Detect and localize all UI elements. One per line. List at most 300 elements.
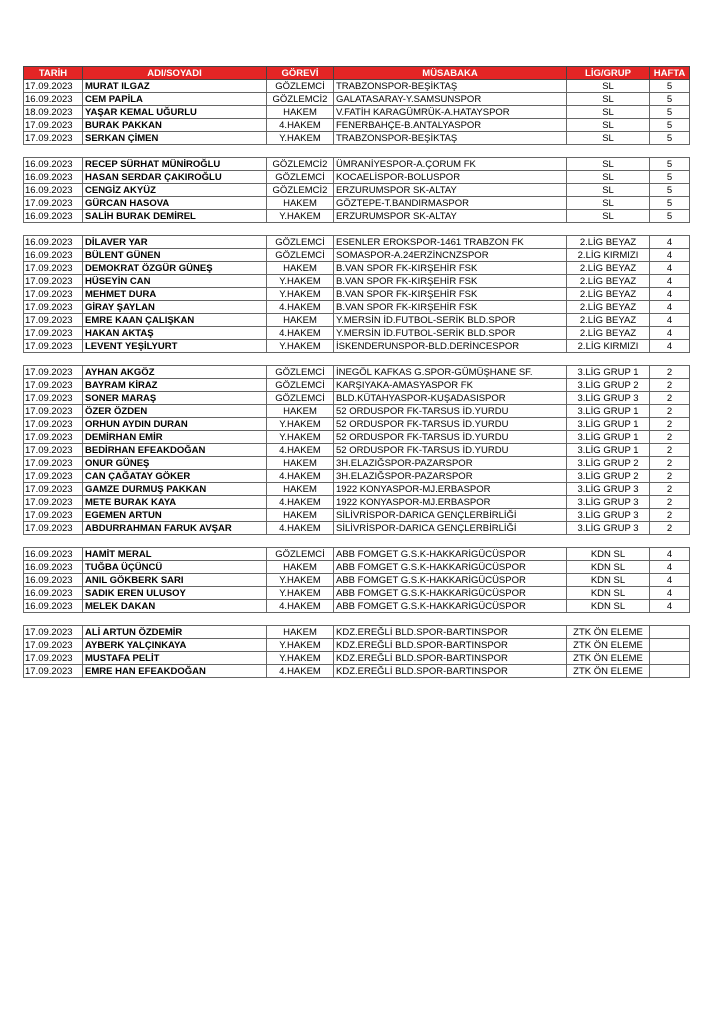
- cell-match: GALATASARAY-Y.SAMSUNSPOR: [334, 93, 567, 106]
- header-name: ADI/SOYADI: [83, 67, 267, 80]
- cell-league: KDN SL: [567, 548, 650, 561]
- table-row: [24, 132, 690, 145]
- table-row: [24, 548, 690, 561]
- cell-match: BLD.KÜTAHYASPOR-KUŞADASISPOR: [334, 392, 567, 405]
- cell-week: [650, 626, 690, 639]
- cell-role: Y.HAKEM: [267, 275, 334, 288]
- cell-name: MURAT ILGAZ: [83, 80, 267, 93]
- cell-league: SL: [567, 93, 650, 106]
- cell-league: ZTK ÖN ELEME: [567, 665, 650, 678]
- cell-match: 52 ORDUSPOR FK-TARSUS İD.YURDU: [334, 431, 567, 444]
- cell-name: ÖZER ÖZDEN: [83, 405, 267, 418]
- cell-role: HAKEM: [267, 561, 334, 574]
- cell-date: 17.09.2023: [24, 639, 83, 652]
- table-row: [24, 366, 690, 379]
- table-row: [24, 314, 690, 327]
- cell-name: SONER MARAŞ: [83, 392, 267, 405]
- cell-role: HAKEM: [267, 483, 334, 496]
- table-row: [24, 457, 690, 470]
- cell-league: 3.LİG GRUP 3: [567, 392, 650, 405]
- cell-match: KDZ.EREĞLİ BLD.SPOR-BARTINSPOR: [334, 626, 567, 639]
- cell-league: SL: [567, 80, 650, 93]
- table-row: [24, 379, 690, 392]
- table-body: [24, 80, 690, 678]
- table-row: [24, 262, 690, 275]
- cell-match: KOCAELİSPOR-BOLUSPOR: [334, 171, 567, 184]
- cell-name: METE BURAK KAYA: [83, 496, 267, 509]
- cell-date: 17.09.2023: [24, 405, 83, 418]
- group-separator: [24, 145, 690, 158]
- cell-name: DEMİRHAN EMİR: [83, 431, 267, 444]
- cell-date: 16.09.2023: [24, 561, 83, 574]
- cell-league: SL: [567, 197, 650, 210]
- cell-week: 4: [650, 340, 690, 353]
- group-separator: [24, 353, 690, 366]
- cell-match: ABB FOMGET G.S.K-HAKKARİGÜCÜSPOR: [334, 587, 567, 600]
- table-row: [24, 158, 690, 171]
- group-separator: [24, 223, 690, 236]
- cell-role: 4.HAKEM: [267, 665, 334, 678]
- table-row: [24, 483, 690, 496]
- cell-name: HAMİT MERAL: [83, 548, 267, 561]
- cell-date: 16.09.2023: [24, 210, 83, 223]
- cell-role: 4.HAKEM: [267, 496, 334, 509]
- cell-name: CEM PAPİLA: [83, 93, 267, 106]
- cell-date: 17.09.2023: [24, 314, 83, 327]
- cell-league: ZTK ÖN ELEME: [567, 639, 650, 652]
- cell-role: 4.HAKEM: [267, 600, 334, 613]
- cell-role: HAKEM: [267, 197, 334, 210]
- cell-date: 17.09.2023: [24, 288, 83, 301]
- cell-name: BAYRAM KİRAZ: [83, 379, 267, 392]
- cell-week: 2: [650, 418, 690, 431]
- cell-role: Y.HAKEM: [267, 574, 334, 587]
- table-row: [24, 509, 690, 522]
- cell-date: 17.09.2023: [24, 509, 83, 522]
- cell-name: AYHAN AKGÖZ: [83, 366, 267, 379]
- cell-week: 2: [650, 457, 690, 470]
- cell-date: 17.09.2023: [24, 340, 83, 353]
- cell-match: SOMASPOR-A.24ERZİNCNZSPOR: [334, 249, 567, 262]
- table-row: [24, 665, 690, 678]
- cell-name: ABDURRAHMAN FARUK AVŞAR: [83, 522, 267, 535]
- cell-league: 2.LİG BEYAZ: [567, 236, 650, 249]
- cell-name: DEMOKRAT ÖZGÜR GÜNEŞ: [83, 262, 267, 275]
- cell-date: 17.09.2023: [24, 132, 83, 145]
- table-row: [24, 301, 690, 314]
- cell-role: HAKEM: [267, 509, 334, 522]
- cell-date: 16.09.2023: [24, 249, 83, 262]
- cell-week: 2: [650, 392, 690, 405]
- cell-week: 2: [650, 405, 690, 418]
- cell-match: 3H.ELAZIĞSPOR-PAZARSPOR: [334, 457, 567, 470]
- cell-week: 5: [650, 132, 690, 145]
- cell-name: ANIL GÖKBERK SARI: [83, 574, 267, 587]
- cell-week: 4: [650, 587, 690, 600]
- cell-week: [650, 665, 690, 678]
- cell-match: ERZURUMSPOR SK-ALTAY: [334, 210, 567, 223]
- cell-week: 4: [650, 262, 690, 275]
- cell-role: HAKEM: [267, 405, 334, 418]
- cell-role: 4.HAKEM: [267, 522, 334, 535]
- cell-role: Y.HAKEM: [267, 652, 334, 665]
- cell-league: 3.LİG GRUP 2: [567, 379, 650, 392]
- cell-week: 2: [650, 444, 690, 457]
- cell-week: 4: [650, 275, 690, 288]
- cell-name: EGEMEN ARTUN: [83, 509, 267, 522]
- cell-date: 16.09.2023: [24, 587, 83, 600]
- cell-league: 2.LİG BEYAZ: [567, 301, 650, 314]
- cell-role: GÖZLEMCİ2: [267, 93, 334, 106]
- cell-match: SİLİVRİSPOR-DARICA GENÇLERBİRLİĞİ: [334, 509, 567, 522]
- cell-league: 3.LİG GRUP 1: [567, 418, 650, 431]
- separator-cell: [24, 145, 690, 158]
- cell-match: 52 ORDUSPOR FK-TARSUS İD.YURDU: [334, 405, 567, 418]
- cell-date: 17.09.2023: [24, 626, 83, 639]
- cell-name: TUĞBA ÜÇÜNCÜ: [83, 561, 267, 574]
- table-row: [24, 275, 690, 288]
- cell-match: KDZ.EREĞLİ BLD.SPOR-BARTINSPOR: [334, 665, 567, 678]
- cell-date: 16.09.2023: [24, 158, 83, 171]
- cell-date: 17.09.2023: [24, 197, 83, 210]
- cell-week: 4: [650, 561, 690, 574]
- table-row: [24, 522, 690, 535]
- cell-league: 2.LİG KIRMIZI: [567, 340, 650, 353]
- cell-match: ESENLER EROKSPOR-1461 TRABZON FK: [334, 236, 567, 249]
- cell-name: ONUR GÜNEŞ: [83, 457, 267, 470]
- cell-name: DİLAVER YAR: [83, 236, 267, 249]
- cell-date: 17.09.2023: [24, 275, 83, 288]
- cell-week: 5: [650, 119, 690, 132]
- table-row: [24, 639, 690, 652]
- cell-league: 3.LİG GRUP 2: [567, 457, 650, 470]
- cell-name: RECEP SÜRHAT MÜNİROĞLU: [83, 158, 267, 171]
- cell-date: 17.09.2023: [24, 392, 83, 405]
- cell-match: 52 ORDUSPOR FK-TARSUS İD.YURDU: [334, 418, 567, 431]
- cell-week: 4: [650, 301, 690, 314]
- cell-league: 2.LİG BEYAZ: [567, 288, 650, 301]
- cell-week: [650, 639, 690, 652]
- cell-name: BÜLENT GÜNEN: [83, 249, 267, 262]
- cell-league: 3.LİG GRUP 3: [567, 522, 650, 535]
- cell-week: 4: [650, 249, 690, 262]
- cell-date: 17.09.2023: [24, 665, 83, 678]
- cell-match: İNEGÖL KAFKAS G.SPOR-GÜMÜŞHANE SF.: [334, 366, 567, 379]
- cell-league: SL: [567, 106, 650, 119]
- cell-role: Y.HAKEM: [267, 431, 334, 444]
- cell-role: GÖZLEMCİ: [267, 392, 334, 405]
- cell-league: KDN SL: [567, 561, 650, 574]
- cell-league: ZTK ÖN ELEME: [567, 626, 650, 639]
- cell-date: 17.09.2023: [24, 262, 83, 275]
- cell-name: MELEK DAKAN: [83, 600, 267, 613]
- cell-match: ERZURUMSPOR SK-ALTAY: [334, 184, 567, 197]
- cell-name: GİRAY ŞAYLAN: [83, 301, 267, 314]
- cell-week: 5: [650, 106, 690, 119]
- cell-role: GÖZLEMCİ2: [267, 184, 334, 197]
- cell-name: SALİH BURAK DEMİREL: [83, 210, 267, 223]
- group-separator: [24, 535, 690, 548]
- cell-name: HÜSEYİN CAN: [83, 275, 267, 288]
- header-league: LİG/GRUP: [567, 67, 650, 80]
- cell-match: ABB FOMGET G.S.K-HAKKARİGÜCÜSPOR: [334, 561, 567, 574]
- cell-name: GAMZE DURMUŞ PAKKAN: [83, 483, 267, 496]
- cell-date: 17.09.2023: [24, 444, 83, 457]
- cell-league: 3.LİG GRUP 1: [567, 444, 650, 457]
- cell-match: Y.MERSİN İD.FUTBOL-SERİK BLD.SPOR: [334, 314, 567, 327]
- cell-week: 5: [650, 158, 690, 171]
- cell-week: 4: [650, 314, 690, 327]
- cell-date: 16.09.2023: [24, 574, 83, 587]
- cell-name: CAN ÇAĞATAY GÖKER: [83, 470, 267, 483]
- table-row: [24, 600, 690, 613]
- cell-date: 17.09.2023: [24, 327, 83, 340]
- cell-league: 3.LİG GRUP 3: [567, 483, 650, 496]
- assignment-sheet: [23, 66, 689, 678]
- table-row: [24, 405, 690, 418]
- cell-match: Y.MERSİN İD.FUTBOL-SERİK BLD.SPOR: [334, 327, 567, 340]
- cell-week: 4: [650, 236, 690, 249]
- cell-league: SL: [567, 184, 650, 197]
- separator-cell: [24, 613, 690, 626]
- cell-role: 4.HAKEM: [267, 327, 334, 340]
- cell-league: KDN SL: [567, 574, 650, 587]
- cell-match: 52 ORDUSPOR FK-TARSUS İD.YURDU: [334, 444, 567, 457]
- cell-date: 16.09.2023: [24, 548, 83, 561]
- cell-date: 17.09.2023: [24, 431, 83, 444]
- cell-match: ABB FOMGET G.S.K-HAKKARİGÜCÜSPOR: [334, 574, 567, 587]
- header-date: TARİH: [24, 67, 83, 80]
- cell-role: GÖZLEMCİ2: [267, 158, 334, 171]
- cell-league: 2.LİG BEYAZ: [567, 314, 650, 327]
- table-row: [24, 288, 690, 301]
- cell-league: SL: [567, 119, 650, 132]
- cell-week: 2: [650, 431, 690, 444]
- cell-league: 2.LİG BEYAZ: [567, 275, 650, 288]
- cell-week: 2: [650, 509, 690, 522]
- cell-role: Y.HAKEM: [267, 132, 334, 145]
- cell-match: ABB FOMGET G.S.K-HAKKARİGÜCÜSPOR: [334, 548, 567, 561]
- cell-league: KDN SL: [567, 587, 650, 600]
- cell-name: GÜRCAN HASOVA: [83, 197, 267, 210]
- cell-league: 3.LİG GRUP 2: [567, 470, 650, 483]
- cell-league: 3.LİG GRUP 1: [567, 366, 650, 379]
- cell-role: HAKEM: [267, 106, 334, 119]
- cell-date: 17.09.2023: [24, 418, 83, 431]
- cell-league: SL: [567, 158, 650, 171]
- table-row: [24, 587, 690, 600]
- cell-league: 3.LİG GRUP 1: [567, 431, 650, 444]
- referee-assignment-table: [23, 66, 690, 678]
- cell-week: 2: [650, 483, 690, 496]
- cell-date: 18.09.2023: [24, 106, 83, 119]
- cell-league: 3.LİG GRUP 3: [567, 496, 650, 509]
- cell-role: GÖZLEMCİ: [267, 236, 334, 249]
- separator-cell: [24, 353, 690, 366]
- table-row: [24, 340, 690, 353]
- cell-league: 2.LİG BEYAZ: [567, 262, 650, 275]
- cell-role: 4.HAKEM: [267, 470, 334, 483]
- cell-match: TRABZONSPOR-BEŞİKTAŞ: [334, 132, 567, 145]
- cell-week: 5: [650, 184, 690, 197]
- table-row: [24, 444, 690, 457]
- cell-name: ALİ ARTUN ÖZDEMİR: [83, 626, 267, 639]
- cell-role: Y.HAKEM: [267, 587, 334, 600]
- cell-week: 5: [650, 171, 690, 184]
- cell-match: KDZ.EREĞLİ BLD.SPOR-BARTINSPOR: [334, 652, 567, 665]
- cell-role: Y.HAKEM: [267, 288, 334, 301]
- cell-date: 16.09.2023: [24, 93, 83, 106]
- cell-role: GÖZLEMCİ: [267, 249, 334, 262]
- cell-match: GÖZTEPE-T.BANDIRMASPOR: [334, 197, 567, 210]
- cell-week: 4: [650, 600, 690, 613]
- cell-match: B.VAN SPOR FK-KIRŞEHİR FSK: [334, 262, 567, 275]
- cell-role: HAKEM: [267, 626, 334, 639]
- table-row: [24, 80, 690, 93]
- cell-name: SADIK EREN ULUSOY: [83, 587, 267, 600]
- cell-role: GÖZLEMCİ: [267, 366, 334, 379]
- table-row: [24, 431, 690, 444]
- cell-match: FENERBAHÇE-B.ANTALYASPOR: [334, 119, 567, 132]
- cell-name: EMRE HAN EFEAKDOĞAN: [83, 665, 267, 678]
- cell-match: TRABZONSPOR-BEŞİKTAŞ: [334, 80, 567, 93]
- cell-date: 17.09.2023: [24, 522, 83, 535]
- cell-name: SERKAN ÇİMEN: [83, 132, 267, 145]
- table-row: [24, 249, 690, 262]
- cell-week: 2: [650, 496, 690, 509]
- cell-week: 2: [650, 470, 690, 483]
- cell-week: 2: [650, 366, 690, 379]
- cell-role: 4.HAKEM: [267, 444, 334, 457]
- table-row: [24, 119, 690, 132]
- cell-name: CENGİZ AKYÜZ: [83, 184, 267, 197]
- table-row: [24, 392, 690, 405]
- cell-league: ZTK ÖN ELEME: [567, 652, 650, 665]
- cell-role: Y.HAKEM: [267, 418, 334, 431]
- cell-date: 17.09.2023: [24, 379, 83, 392]
- table-row: [24, 236, 690, 249]
- cell-match: 1922 KONYASPOR-MJ.ERBASPOR: [334, 483, 567, 496]
- cell-name: BURAK PAKKAN: [83, 119, 267, 132]
- cell-role: GÖZLEMCİ: [267, 171, 334, 184]
- cell-date: 17.09.2023: [24, 483, 83, 496]
- separator-cell: [24, 535, 690, 548]
- cell-name: HAKAN AKTAŞ: [83, 327, 267, 340]
- cell-role: Y.HAKEM: [267, 639, 334, 652]
- separator-cell: [24, 223, 690, 236]
- cell-date: 16.09.2023: [24, 600, 83, 613]
- cell-match: B.VAN SPOR FK-KIRŞEHİR FSK: [334, 288, 567, 301]
- cell-role: Y.HAKEM: [267, 210, 334, 223]
- cell-match: ÜMRANİYESPOR-A.ÇORUM FK: [334, 158, 567, 171]
- cell-match: 3H.ELAZIĞSPOR-PAZARSPOR: [334, 470, 567, 483]
- header-row: [24, 67, 690, 80]
- cell-league: KDN SL: [567, 600, 650, 613]
- cell-league: SL: [567, 171, 650, 184]
- table-row: [24, 106, 690, 119]
- cell-role: HAKEM: [267, 262, 334, 275]
- cell-match: V.FATİH KARAGÜMRÜK-A.HATAYSPOR: [334, 106, 567, 119]
- cell-match: KARŞIYAKA-AMASYASPOR FK: [334, 379, 567, 392]
- cell-match: B.VAN SPOR FK-KIRŞEHİR FSK: [334, 275, 567, 288]
- table-row: [24, 496, 690, 509]
- cell-name: YAŞAR KEMAL UĞURLU: [83, 106, 267, 119]
- cell-week: 5: [650, 93, 690, 106]
- header-week: HAFTA: [650, 67, 690, 80]
- cell-week: 5: [650, 80, 690, 93]
- cell-role: HAKEM: [267, 314, 334, 327]
- cell-name: HASAN SERDAR ÇAKIROĞLU: [83, 171, 267, 184]
- cell-role: HAKEM: [267, 457, 334, 470]
- cell-league: 3.LİG GRUP 1: [567, 405, 650, 418]
- table-row: [24, 197, 690, 210]
- cell-name: MUSTAFA PELİT: [83, 652, 267, 665]
- table-row: [24, 626, 690, 639]
- cell-date: 16.09.2023: [24, 184, 83, 197]
- table-row: [24, 327, 690, 340]
- cell-date: 17.09.2023: [24, 366, 83, 379]
- cell-league: SL: [567, 210, 650, 223]
- cell-week: 4: [650, 288, 690, 301]
- cell-role: 4.HAKEM: [267, 301, 334, 314]
- cell-week: 5: [650, 197, 690, 210]
- cell-week: 2: [650, 522, 690, 535]
- cell-match: KDZ.EREĞLİ BLD.SPOR-BARTINSPOR: [334, 639, 567, 652]
- cell-role: GÖZLEMCİ: [267, 379, 334, 392]
- cell-week: 2: [650, 379, 690, 392]
- cell-role: GÖZLEMCİ: [267, 80, 334, 93]
- group-separator: [24, 613, 690, 626]
- table-row: [24, 470, 690, 483]
- cell-name: ORHUN AYDIN DURAN: [83, 418, 267, 431]
- header-role: GÖREVİ: [267, 67, 334, 80]
- cell-week: 4: [650, 548, 690, 561]
- table-row: [24, 574, 690, 587]
- cell-name: EMRE KAAN ÇALIŞKAN: [83, 314, 267, 327]
- table-row: [24, 184, 690, 197]
- cell-name: BEDİRHAN EFEAKDOĞAN: [83, 444, 267, 457]
- cell-week: [650, 652, 690, 665]
- cell-date: 17.09.2023: [24, 470, 83, 483]
- cell-date: 17.09.2023: [24, 80, 83, 93]
- table-row: [24, 652, 690, 665]
- table-row: [24, 210, 690, 223]
- cell-match: ABB FOMGET G.S.K-HAKKARİGÜCÜSPOR: [334, 600, 567, 613]
- cell-week: 4: [650, 327, 690, 340]
- cell-date: 16.09.2023: [24, 236, 83, 249]
- table-row: [24, 418, 690, 431]
- cell-name: LEVENT YEŞİLYURT: [83, 340, 267, 353]
- cell-match: İSKENDERUNSPOR-BLD.DERİNCESPOR: [334, 340, 567, 353]
- cell-name: AYBERK YALÇINKAYA: [83, 639, 267, 652]
- cell-date: 17.09.2023: [24, 119, 83, 132]
- cell-league: 3.LİG GRUP 3: [567, 509, 650, 522]
- cell-league: SL: [567, 132, 650, 145]
- cell-date: 16.09.2023: [24, 171, 83, 184]
- cell-role: 4.HAKEM: [267, 119, 334, 132]
- cell-match: SİLİVRİSPOR-DARICA GENÇLERBİRLİĞİ: [334, 522, 567, 535]
- cell-league: 2.LİG BEYAZ: [567, 327, 650, 340]
- cell-match: B.VAN SPOR FK-KIRŞEHİR FSK: [334, 301, 567, 314]
- table-row: [24, 561, 690, 574]
- cell-role: Y.HAKEM: [267, 340, 334, 353]
- cell-match: 1922 KONYASPOR-MJ.ERBASPOR: [334, 496, 567, 509]
- cell-week: 5: [650, 210, 690, 223]
- cell-date: 17.09.2023: [24, 301, 83, 314]
- cell-date: 17.09.2023: [24, 496, 83, 509]
- header-match: MÜSABAKA: [334, 67, 567, 80]
- cell-week: 4: [650, 574, 690, 587]
